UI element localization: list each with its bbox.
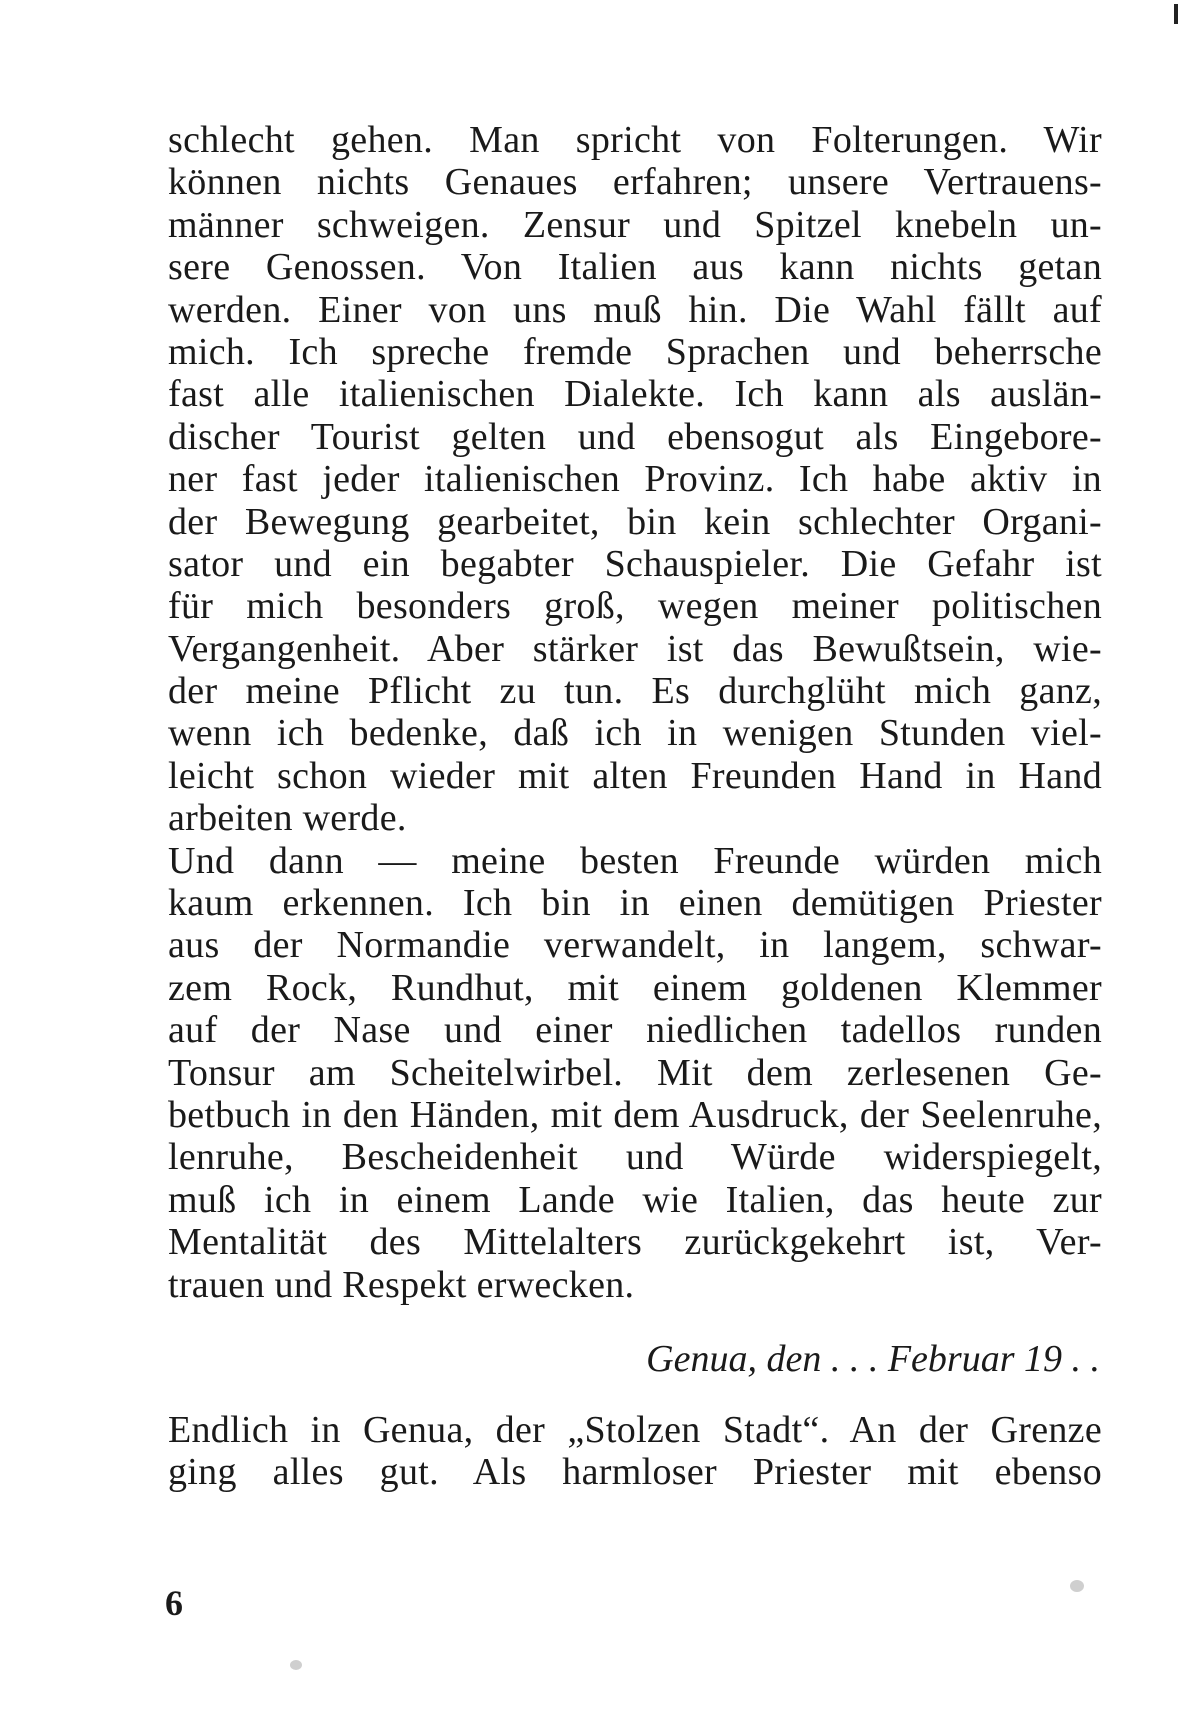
text-line: werden. Einer von uns muß hin. Die Wahl fällt auf [168, 288, 1102, 331]
text-line: auf der Nase und einer niedlichen tadellos runden [168, 1009, 1102, 1052]
text-line: Und dann — meine besten Freunde würden mich [168, 839, 1102, 882]
text-line: der meine Pflicht zu tun. Es durchglüht mich ganz, [168, 670, 1102, 713]
text-line: zem Rock, Rundhut, mit einem goldenen Klemmer [168, 966, 1102, 1009]
dateline: Genua, den . . . Februar 19 . . [646, 1338, 1100, 1380]
text-line: Mentalität des Mittelalters zurückgekehrt ist, Ver- [168, 1221, 1102, 1264]
text-line: ner fast jeder italienischen Provinz. Ich habe aktiv in [168, 458, 1102, 501]
text-line: schlecht gehen. Man spricht von Folterungen. Wir [168, 119, 1102, 161]
text-line: lenruhe, Bescheidenheit und Würde widerspiegelt, [168, 1136, 1102, 1179]
text-line: mich. Ich spreche fremde Sprachen und beherrsche [168, 330, 1102, 373]
scan-speck [290, 1660, 302, 1670]
text-line: sator und ein begabter Schauspieler. Die Gefahr ist [168, 542, 1102, 585]
text-line: Vergangenheit. Aber stärker ist das Bewußtsein, wie- [168, 627, 1102, 670]
text-line: können nichts Genaues erfahren; unsere Vertrauens- [168, 161, 1102, 204]
scan-edge-mark [1174, 4, 1178, 24]
text-line: leicht schon wieder mit alten Freunden Hand in Hand [168, 754, 1102, 797]
text-line: männer schweigen. Zensur und Spitzel knebeln un- [168, 203, 1102, 246]
text-line: discher Tourist gelten und ebensogut als Eingebore- [168, 415, 1102, 458]
text-line: ging alles gut. Als harmloser Priester mit ebenso [168, 1451, 1102, 1494]
paragraph-block [168, 1409, 1102, 1494]
text-line: Tonsur am Scheitelwirbel. Mit dem zerlesenen Ge- [168, 1051, 1102, 1094]
text-line: für mich besonders groß, wegen meiner politischen [168, 585, 1102, 628]
text-line: arbeiten werde. [168, 797, 407, 840]
paragraph-block [168, 119, 1102, 1306]
text-line: betbuch in den Händen, mit dem Ausdruck, der Seelenruhe, [168, 1093, 1102, 1136]
text-line: kaum erkennen. Ich bin in einen demütigen Priester [168, 882, 1102, 925]
page-number: 6 [165, 1583, 183, 1623]
text-line: aus der Normandie verwandelt, in langem, schwar- [168, 924, 1102, 967]
scan-speck [1070, 1580, 1084, 1592]
text-line: muß ich in einem Lande wie Italien, das heute zur [168, 1178, 1102, 1221]
text-line: fast alle italienischen Dialekte. Ich kann als auslän- [168, 373, 1102, 416]
text-line: Endlich in Genua, der „Stolzen Stadt“. An der Grenze [168, 1409, 1102, 1451]
text-line: wenn ich bedenke, daß ich in wenigen Stunden viel- [168, 712, 1102, 755]
text-line: trauen und Respekt erwecken. [168, 1263, 635, 1306]
text-line: sere Genossen. Von Italien aus kann nichts getan [168, 246, 1102, 289]
text-line: der Bewegung gearbeitet, bin kein schlechter Organi- [168, 500, 1102, 543]
